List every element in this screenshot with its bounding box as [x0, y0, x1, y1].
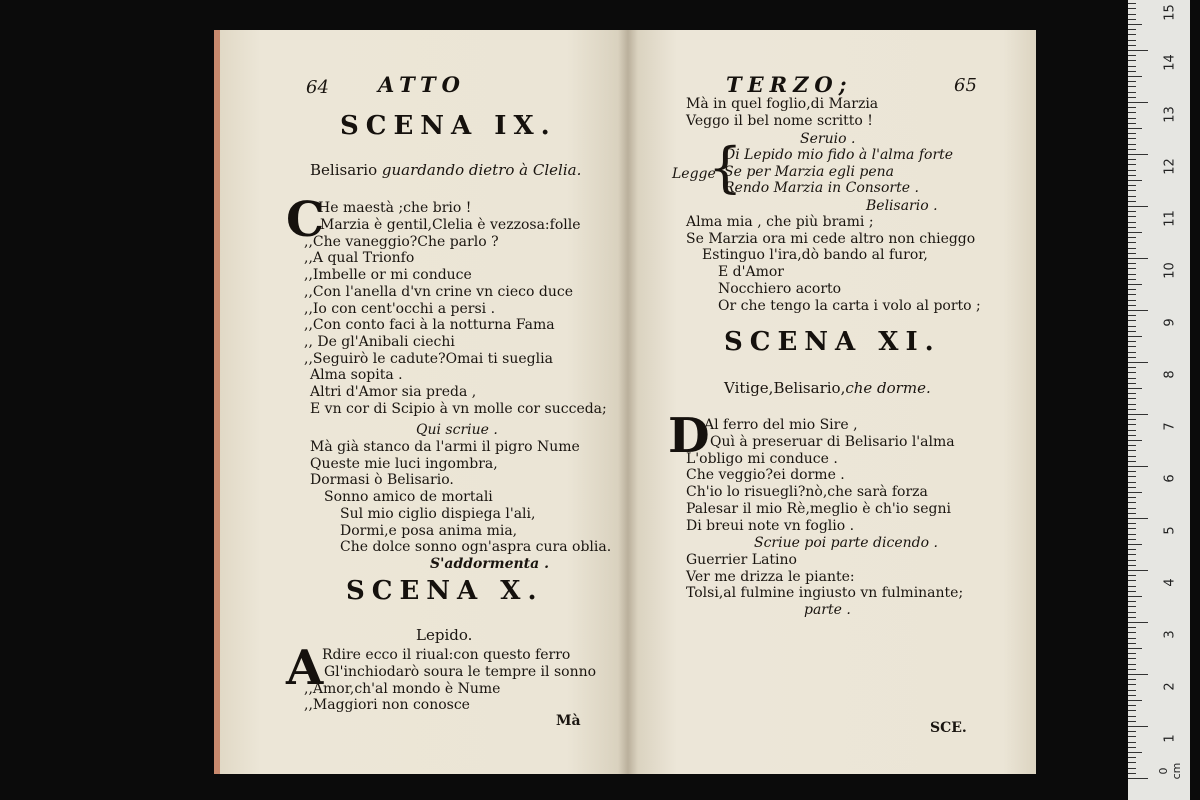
subtitle-names: Vitige,Belisario,	[724, 379, 846, 397]
ruler-tick	[1128, 445, 1136, 446]
ruler-tick	[1128, 331, 1136, 332]
ruler-tick	[1128, 424, 1136, 425]
ruler-tick	[1128, 674, 1148, 675]
ruler-tick	[1128, 268, 1136, 269]
subtitle-stage: che dorme.	[845, 379, 931, 397]
verse-line: He maestà ;che brio !	[318, 200, 472, 216]
page-number: 64	[306, 77, 329, 98]
ruler-tick	[1128, 305, 1136, 306]
verse-line: Nocchiero acorto	[718, 280, 842, 297]
ruler-tick	[1128, 60, 1136, 61]
ruler-tick	[1128, 55, 1136, 56]
verse-line: Or che tengo la carta i volo al porto ;	[718, 297, 981, 314]
ruler-tick	[1128, 528, 1136, 529]
ruler-tick	[1128, 253, 1136, 254]
subtitle-stage: guardando dietro à Clelia.	[381, 161, 582, 179]
ruler-tick	[1128, 643, 1136, 644]
ruler-tick	[1128, 196, 1136, 197]
verse-line: Al ferro del mio Sire ,	[704, 417, 858, 433]
ruler-number: 1	[1162, 734, 1178, 743]
verse-line: Tolsi,al fulmine ingiusto vn fulminante;	[686, 585, 964, 602]
verse-line: Mà in quel foglio,di Marzia	[686, 96, 879, 112]
verse-line: Quì à preseruar di Belisario l'alma	[710, 434, 955, 450]
ruler-tick	[1128, 242, 1136, 243]
verse-line: Se Marzia ora mi cede altro non chieggo	[686, 230, 976, 247]
ruler-tick	[1128, 409, 1136, 410]
ruler-tick	[1128, 710, 1136, 711]
ruler-tick	[1128, 684, 1136, 685]
ruler-tick	[1128, 274, 1136, 275]
ruler-tick	[1128, 123, 1136, 124]
ruler-tick	[1128, 658, 1136, 659]
legge-block	[724, 147, 953, 197]
ruler-tick	[1128, 107, 1136, 108]
ruler-tick	[1128, 768, 1136, 769]
ruler-tick	[1128, 450, 1136, 451]
ruler-tick	[1128, 700, 1142, 701]
verse-line: Rdire ecco il riual:con questo ferro	[322, 647, 571, 663]
ruler-tick	[1128, 92, 1136, 93]
verse-line: Palesar il mio Rè,meglio è ch'io segni	[686, 500, 951, 517]
ruler-tick	[1128, 492, 1142, 493]
ruler-tick	[1128, 622, 1148, 623]
ruler-tick	[1128, 201, 1136, 202]
ruler-number: 10	[1162, 262, 1178, 279]
ruler-tick	[1128, 653, 1136, 654]
verse-block	[686, 96, 878, 129]
catchword: Mà	[556, 713, 581, 729]
ruler-tick	[1128, 586, 1136, 587]
ruler-unit: 0 cm	[1157, 762, 1183, 780]
verse-block	[686, 434, 955, 534]
ruler-tick	[1128, 237, 1136, 238]
ruler-number: 2	[1162, 682, 1178, 691]
ruler-tick	[1128, 518, 1148, 519]
ruler-tick	[1128, 414, 1148, 415]
ruler-tick	[1128, 159, 1136, 160]
ruler-tick	[1128, 149, 1136, 150]
scene-title: SCENA IX.	[340, 111, 557, 141]
ruler-tick	[1128, 175, 1136, 176]
ruler-number: 15	[1162, 4, 1178, 21]
verse-line: Che veggio?ei dorme .	[686, 467, 845, 484]
ruler-tick	[1128, 617, 1136, 618]
ruler-tick	[1128, 378, 1136, 379]
ruler-number: 4	[1162, 578, 1178, 587]
verse-line: Rendo Marzia in Consorte .	[724, 180, 919, 197]
ruler-tick	[1128, 773, 1136, 774]
ruler-tick	[1128, 716, 1136, 717]
scene-title: SCENA X.	[346, 576, 544, 606]
ruler-tick	[1128, 721, 1136, 722]
ruler-tick	[1128, 310, 1148, 311]
ruler-tick	[1128, 346, 1136, 347]
ruler-tick	[1128, 560, 1136, 561]
ruler-tick	[1128, 575, 1136, 576]
verse-line: Alma mia , che più brami ;	[686, 214, 874, 230]
subtitle-name: Belisario	[310, 161, 378, 179]
verse-line: ,,Amor,ch'al mondo è Nume	[304, 680, 501, 697]
ruler-tick	[1128, 591, 1136, 592]
catchword: SCE.	[930, 720, 967, 736]
ruler-tick	[1128, 466, 1148, 467]
verse-line: ,,Che vaneggio?Che parlo ?	[304, 233, 499, 250]
ruler-tick	[1128, 388, 1142, 389]
book-gutter	[618, 30, 638, 774]
ruler-tick	[1128, 565, 1136, 566]
ruler-tick	[1128, 612, 1136, 613]
ruler-tick	[1128, 315, 1136, 316]
ruler-number: 13	[1162, 106, 1178, 123]
ruler-tick	[1128, 757, 1136, 758]
drop-cap: A	[286, 640, 324, 696]
ruler-tick	[1128, 86, 1136, 87]
ruler-number: 7	[1162, 422, 1178, 431]
ruler-tick	[1128, 263, 1136, 264]
ruler-tick	[1128, 752, 1142, 753]
ruler-tick	[1128, 211, 1136, 212]
ruler-tick	[1128, 664, 1136, 665]
ruler-tick	[1128, 398, 1136, 399]
page-number: 65	[954, 75, 977, 96]
ruler-number: 9	[1162, 318, 1178, 327]
ruler-tick	[1128, 456, 1136, 457]
ruler-tick	[1128, 736, 1136, 737]
stage-direction: Qui scriue .	[416, 422, 498, 438]
verse-line: ,, De gl'Anibali ciechi	[304, 333, 455, 350]
stage-direction: Seruio .	[800, 131, 856, 147]
verse-line: Guerrier Latino	[686, 552, 797, 568]
ruler-tick	[1128, 102, 1148, 103]
ruler-tick	[1128, 34, 1136, 35]
ruler-tick	[1128, 638, 1136, 639]
verse-line: Sonno amico de mortali	[324, 489, 493, 506]
ruler-tick	[1128, 549, 1136, 550]
ruler-tick	[1128, 601, 1136, 602]
ruler-tick	[1128, 508, 1136, 509]
ruler-tick	[1128, 112, 1136, 113]
verse-line: Di Lepido mio fido à l'alma forte	[724, 147, 954, 163]
measuring-ruler	[1128, 0, 1190, 800]
ruler-tick	[1128, 419, 1136, 420]
verse-line: Che dolce sonno ogn'aspra cura oblia.	[340, 539, 612, 556]
ruler-tick	[1128, 216, 1136, 217]
ruler-tick	[1128, 248, 1136, 249]
ruler-tick	[1128, 279, 1136, 280]
brace-icon: {	[708, 136, 743, 199]
running-head: TERZO;	[726, 72, 853, 97]
verse-line: E d'Amor	[718, 264, 784, 281]
ruler-tick	[1128, 513, 1136, 514]
ruler-tick	[1128, 534, 1136, 535]
verse-line: Sul mio ciglio dispiega l'ali,	[340, 505, 536, 522]
ruler-tick	[1128, 669, 1136, 670]
open-book	[214, 30, 1036, 774]
ruler-tick	[1128, 128, 1142, 129]
ruler-tick	[1128, 97, 1136, 98]
ruler-tick	[1128, 19, 1136, 20]
ruler-tick	[1128, 523, 1136, 524]
scene-subtitle	[310, 162, 581, 179]
ruler-tick	[1128, 731, 1136, 732]
verse-line: Dormasi ò Belisario.	[310, 472, 454, 489]
ruler-tick	[1128, 580, 1136, 581]
ruler-tick	[1128, 596, 1142, 597]
ruler-tick	[1128, 164, 1136, 165]
ruler-tick	[1128, 341, 1136, 342]
ruler-tick	[1128, 367, 1136, 368]
scene-title: SCENA XI.	[724, 327, 941, 357]
ruler-tick	[1128, 606, 1136, 607]
ruler-tick	[1128, 76, 1142, 77]
ruler-tick	[1128, 144, 1136, 145]
ruler-tick	[1128, 71, 1136, 72]
ruler-tick	[1128, 476, 1136, 477]
ruler-tick	[1128, 742, 1136, 743]
ruler-number: 8	[1162, 370, 1178, 379]
ruler-tick	[1128, 3, 1136, 4]
ruler-tick	[1128, 180, 1142, 181]
ruler-tick	[1128, 222, 1136, 223]
ruler-tick	[1128, 362, 1148, 363]
scene-subtitle	[724, 380, 931, 397]
verse-line: Di breui note vn foglio .	[686, 517, 855, 534]
ruler-tick	[1128, 632, 1136, 633]
stage-direction: S'addormenta .	[430, 556, 549, 572]
ruler-tick	[1128, 232, 1142, 233]
verse-line: Alma sopita .	[310, 367, 403, 384]
ruler-tick	[1128, 471, 1136, 472]
ruler-tick	[1128, 482, 1136, 483]
verse-line: Altri d'Amor sia preda ,	[310, 384, 477, 401]
ruler-tick	[1128, 320, 1136, 321]
verse-block	[686, 552, 963, 602]
stage-direction: parte .	[804, 602, 851, 618]
verse-line: Ver me drizza le piante:	[686, 568, 855, 585]
ruler-tick	[1128, 404, 1136, 405]
ruler-tick	[1128, 289, 1136, 290]
ruler-tick	[1128, 383, 1136, 384]
ruler-tick	[1128, 258, 1148, 259]
ruler-tick	[1128, 40, 1136, 41]
ruler-tick	[1128, 352, 1136, 353]
verse-block	[310, 439, 611, 556]
verse-line: L'obligo mi conduce .	[686, 450, 838, 467]
ruler-tick	[1128, 705, 1136, 706]
ruler-tick	[1128, 14, 1136, 15]
stage-direction: Scriue poi parte dicendo .	[754, 535, 938, 551]
ruler-number: 3	[1162, 630, 1178, 639]
ruler-tick	[1128, 695, 1136, 696]
ruler-tick	[1128, 300, 1136, 301]
verse-line: ,,Maggiori non conosce	[304, 697, 470, 714]
ruler-tick	[1128, 170, 1136, 171]
ruler-tick	[1128, 81, 1136, 82]
verse-line: Estinguo l'ira,dò bando al furor,	[702, 247, 928, 264]
ruler-tick	[1128, 440, 1142, 441]
ruler-tick	[1128, 29, 1136, 30]
verse-line: Veggo il bel nome scritto !	[686, 112, 873, 129]
ruler-tick	[1128, 336, 1142, 337]
ruler-number: 14	[1162, 54, 1178, 71]
verse-line: Se per Marzia egli pena	[724, 163, 895, 180]
drop-cap: D	[668, 408, 710, 464]
ruler-tick	[1128, 118, 1136, 119]
ruler-tick	[1128, 487, 1136, 488]
verse-line: ,,Seguirò le cadute?Omai ti sueglia	[304, 350, 553, 367]
ruler-tick	[1128, 357, 1136, 358]
ruler-tick	[1128, 554, 1136, 555]
ruler-tick	[1128, 726, 1148, 727]
ruler-tick	[1128, 24, 1142, 25]
verse-line: Ch'io lo risuegli?nò,che sarà forza	[686, 484, 928, 501]
ruler-tick	[1128, 778, 1148, 779]
left-page	[214, 30, 628, 774]
verse-block	[304, 217, 607, 417]
ruler-tick	[1128, 8, 1136, 9]
ruler-number: 5	[1162, 526, 1178, 535]
drop-cap: C	[286, 192, 325, 248]
verse-line: Queste mie luci ingombra,	[310, 455, 498, 472]
ruler-tick	[1128, 227, 1136, 228]
ruler-tick	[1128, 393, 1136, 394]
verse-line: Marzia è gentil,Clelia è vezzosa:folle	[320, 217, 581, 233]
ruler-tick	[1128, 690, 1136, 691]
ruler-number: 6	[1162, 474, 1178, 483]
ruler-tick	[1128, 372, 1136, 373]
ruler-tick	[1128, 50, 1148, 51]
verse-line: ,,Io con cent'occhi a persi .	[304, 300, 496, 317]
ruler-tick	[1128, 461, 1136, 462]
ruler-tick	[1128, 544, 1142, 545]
ruler-tick	[1128, 133, 1136, 134]
verse-line: ,,Imbelle or mi conduce	[304, 267, 472, 284]
ruler-tick	[1128, 66, 1136, 67]
ruler-tick	[1128, 627, 1136, 628]
ruler-tick	[1128, 138, 1136, 139]
ruler-tick	[1128, 570, 1148, 571]
ruler-tick	[1128, 430, 1136, 431]
ruler-tick	[1128, 762, 1136, 763]
ruler-tick	[1128, 502, 1136, 503]
ruler-tick	[1128, 326, 1136, 327]
ruler-tick	[1128, 648, 1142, 649]
ruler-tick	[1128, 497, 1136, 498]
ruler-tick	[1128, 185, 1136, 186]
ruler-tick	[1128, 294, 1136, 295]
ruler-number: 11	[1162, 210, 1178, 227]
verse-line: E vn cor di Scipio à vn molle cor succeda;	[310, 400, 607, 417]
ruler-tick	[1128, 45, 1136, 46]
verse-line: ,,A qual Trionfo	[304, 250, 415, 267]
ruler-tick	[1128, 539, 1136, 540]
verse-line: Dormi,e posa anima mia,	[340, 522, 518, 539]
verse-line: ,,Con l'anella d'vn crine vn cieco duce	[304, 283, 573, 300]
ruler-tick	[1128, 284, 1142, 285]
ruler-number: 12	[1162, 158, 1178, 175]
ruler-tick	[1128, 747, 1136, 748]
stage-direction: Belisario .	[866, 198, 938, 214]
verse-block	[686, 214, 981, 314]
ruler-tick	[1128, 435, 1136, 436]
ruler-tick	[1128, 206, 1148, 207]
ruler-tick	[1128, 679, 1136, 680]
speaker-name: Lepido.	[416, 626, 473, 644]
verse-line: Mà già stanco da l'armi il pigro Nume	[310, 439, 580, 455]
ruler-tick	[1128, 154, 1148, 155]
running-head: ATTO	[378, 72, 466, 97]
legge-label: Legge	[672, 166, 716, 182]
verse-block	[304, 664, 596, 714]
verse-line: ,,Con conto faci à la notturna Fama	[304, 317, 555, 334]
right-page	[628, 30, 1036, 774]
ruler-tick	[1128, 190, 1136, 191]
verse-line: Gl'inchiodarò soura le tempre il sonno	[324, 664, 597, 680]
